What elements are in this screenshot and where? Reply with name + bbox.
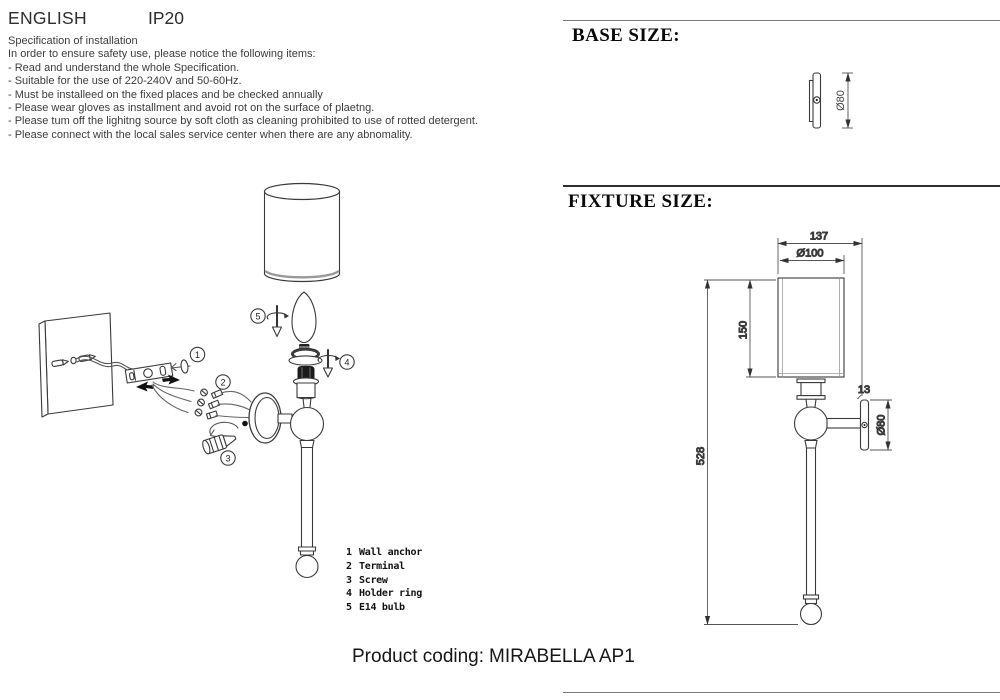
arm (827, 419, 861, 429)
lamp-socket (294, 366, 319, 399)
spec-item: - Suitable for the use of 220-240V and 50-60Hz. (8, 75, 242, 88)
install-arrow (136, 382, 154, 392)
callout-2 (216, 375, 230, 389)
svg-text:4: 4 (344, 357, 350, 368)
callout-4 (340, 355, 354, 369)
language-label: ENGLISH (8, 8, 87, 28)
spec-item: - Read and understand the whole Specification. (8, 61, 240, 74)
depth-label: 137 (809, 230, 829, 243)
shade (778, 278, 844, 377)
rotate-arrow (318, 350, 340, 377)
spec-intro: In order to ensure safety use, please notice the following items: (8, 48, 316, 61)
spec-item: - Please connect with the local sales service center when there are any abnomality. (8, 128, 413, 141)
screw-dot (242, 421, 248, 427)
holder-ring (289, 349, 322, 365)
divider (563, 20, 1000, 21)
svg-text:1: 1 (194, 349, 201, 360)
fixture-size-heading: FIXTURE SIZE: (568, 191, 714, 212)
plate-diameter-label: Ø80 (875, 414, 888, 436)
callout-5 (251, 309, 265, 323)
fixture-ball (291, 408, 324, 441)
part-item: 5 E14 bulb (346, 602, 405, 614)
stem (801, 441, 822, 625)
product-coding-label: Product coding: (352, 646, 485, 667)
divider (563, 692, 1000, 693)
rotate-arrow (267, 306, 289, 337)
parts-list (346, 546, 422, 615)
installation-spec (8, 35, 548, 142)
part-item: 1 Wall anchor (346, 547, 422, 558)
fixture-wall-plate (249, 393, 281, 443)
fixture-size-drawing (680, 220, 920, 640)
spec-item: - Please wear gloves as installment and avoid rot on the surface of plaetng. (8, 102, 375, 115)
callout-1 (190, 347, 204, 361)
spec-item: - Please tum off the lighitng source by soft cloth as cleaning prohibited to use of rotted detergent. (8, 115, 479, 128)
product-coding-value: MIRABELLA AP1 (489, 646, 635, 667)
shade-diameter-label: Ø100 (796, 247, 824, 260)
socket (797, 379, 825, 407)
screw-part (201, 422, 238, 454)
base-diameter-label: Ø80 (835, 90, 847, 111)
shade-height-label: 150 (737, 320, 750, 340)
base-size-heading: BASE SIZE: (572, 25, 681, 46)
ball-joint (795, 407, 828, 440)
dimension-150 (746, 280, 776, 377)
svg-text:5: 5 (255, 311, 261, 322)
svg-text:2: 2 (220, 377, 226, 388)
svg-text:3: 3 (225, 453, 231, 464)
total-height-label: 528 (695, 446, 707, 466)
plate-thickness-label: 13 (857, 384, 871, 396)
callout-3 (221, 451, 235, 465)
fixture-arm (278, 414, 292, 423)
wires (152, 382, 194, 413)
terminal-screws (195, 389, 207, 416)
product-coding (352, 646, 635, 668)
base-size-drawing (780, 55, 900, 145)
spec-title: Specification of installation (8, 35, 138, 47)
part-item: 4 Holder ring (346, 588, 422, 600)
divider (563, 185, 1000, 187)
spec-item: - Must be installeed on the fixed places and be checked annually (8, 88, 323, 101)
screw-axis (171, 359, 190, 373)
lampshade (265, 184, 340, 282)
e14-bulb (292, 292, 316, 353)
part-item: 2 Terminal (346, 560, 405, 572)
ip-rating-label: IP20 (148, 8, 184, 28)
part-item: 3 Screw (346, 574, 388, 586)
